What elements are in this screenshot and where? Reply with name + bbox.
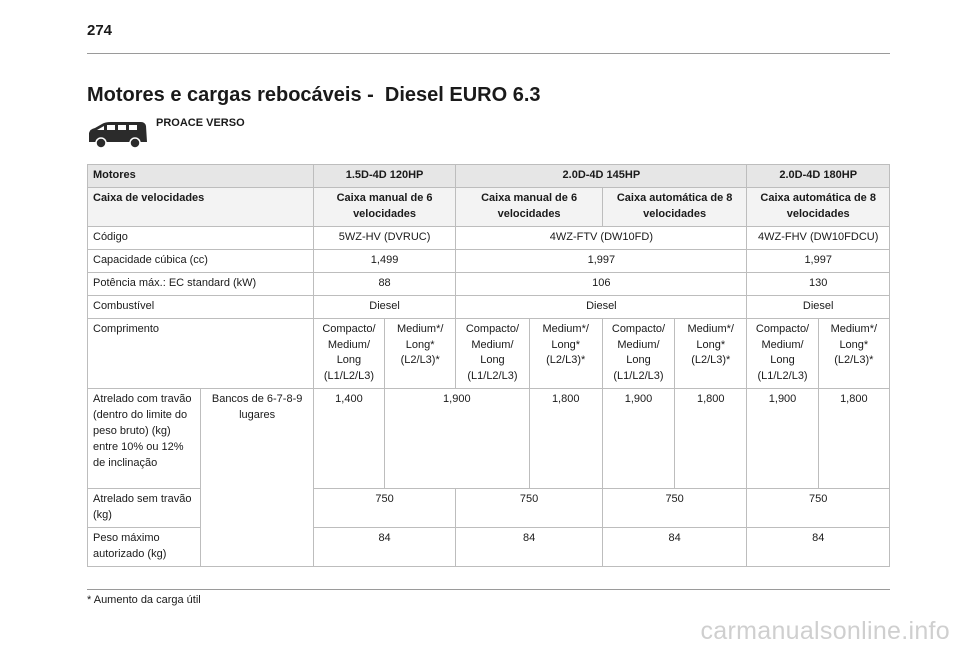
watermark: carmanualsonline.info [700, 617, 950, 645]
table-row [88, 389, 890, 489]
table-cell: 1,400 [313, 389, 384, 489]
table-row [88, 249, 890, 272]
table-cell: 1,900 [602, 389, 674, 489]
table-cell: 88 [313, 272, 456, 295]
header-divider [87, 53, 890, 54]
table-cell: Medium*/ Long* (L2/L3)* [529, 318, 602, 389]
page-title: Motores e cargas rebocáveis - Diesel EURO 6.3 [87, 84, 541, 106]
seats-cell: Bancos de 6-7-8-9 lugares [201, 389, 313, 567]
table-cell: 4WZ-FHV (DW10FDCU) [747, 226, 890, 249]
table-cell: 1,800 [529, 389, 602, 489]
table-cell: 2.0D-4D 145HP [456, 165, 747, 188]
table-cell: Compacto/ Medium/ Long (L1/L2/L3) [747, 318, 818, 389]
table-cell: Medium*/ Long* (L2/L3)* [385, 318, 456, 389]
table-cell: 1,997 [747, 249, 890, 272]
table-cell: 1,900 [385, 389, 530, 489]
table-cell: Caixa automática de 8 velocidades [747, 187, 890, 226]
table-cell: Caixa manual de 6 velocidades [313, 187, 456, 226]
table-cell: Diesel [747, 295, 890, 318]
table-cell: Medium*/ Long* (L2/L3)* [675, 318, 747, 389]
engine-spec-table [87, 164, 890, 567]
row-label: Combustível [88, 295, 314, 318]
table-row [88, 272, 890, 295]
row-label: Peso máximo autorizado (kg) [88, 528, 201, 567]
page-number: 274 [87, 22, 113, 39]
table-row [88, 187, 890, 226]
table-cell: 84 [313, 528, 456, 567]
table-cell: 1.5D-4D 120HP [313, 165, 456, 188]
table-cell: 84 [747, 528, 890, 567]
vehicle-model: PROACE VERSO [156, 117, 245, 129]
table-row [88, 226, 890, 249]
table-cell: 130 [747, 272, 890, 295]
table-cell: 1,800 [675, 389, 747, 489]
van-icon [87, 118, 149, 150]
table-cell: Caixa automática de 8 velocidades [602, 187, 747, 226]
table-cell: 4WZ-FTV (DW10FD) [456, 226, 747, 249]
table-cell: Compacto/ Medium/ Long (L1/L2/L3) [602, 318, 674, 389]
row-label: Código [88, 226, 314, 249]
row-label: Atrelado com travão (dentro do limite do peso bruto) (kg) entre 10% ou 12% de inclinação [88, 389, 201, 489]
table-row [88, 295, 890, 318]
table-cell: 1,900 [747, 389, 818, 489]
footnote: * Aumento da carga útil [87, 594, 201, 606]
table-cell: 750 [747, 489, 890, 528]
table-cell: 2.0D-4D 180HP [747, 165, 890, 188]
table-cell: 5WZ-HV (DVRUC) [313, 226, 456, 249]
table-cell: Compacto/ Medium/ Long (L1/L2/L3) [313, 318, 384, 389]
table-cell: 1,800 [818, 389, 889, 489]
table-row [88, 165, 890, 188]
row-label: Atrelado sem travão (kg) [88, 489, 201, 528]
row-label: Motores [88, 165, 314, 188]
row-label: Potência máx.: EC standard (kW) [88, 272, 314, 295]
table-cell: 750 [313, 489, 456, 528]
row-label: Capacidade cúbica (cc) [88, 249, 314, 272]
table-cell: 106 [456, 272, 747, 295]
table-cell: Caixa manual de 6 velocidades [456, 187, 603, 226]
table-cell: 84 [456, 528, 603, 567]
table-cell: Diesel [313, 295, 456, 318]
row-label: Caixa de velocidades [88, 187, 314, 226]
table-cell: 1,997 [456, 249, 747, 272]
table-row [88, 318, 890, 389]
table-cell: 1,499 [313, 249, 456, 272]
table-cell: Diesel [456, 295, 747, 318]
row-label: Comprimento [88, 318, 314, 389]
table-cell: Compacto/ Medium/ Long (L1/L2/L3) [456, 318, 529, 389]
table-cell: 750 [456, 489, 603, 528]
table-cell: Medium*/ Long* (L2/L3)* [818, 318, 889, 389]
footnote-divider [87, 589, 890, 590]
table-cell: 84 [602, 528, 747, 567]
table-cell: 750 [602, 489, 747, 528]
